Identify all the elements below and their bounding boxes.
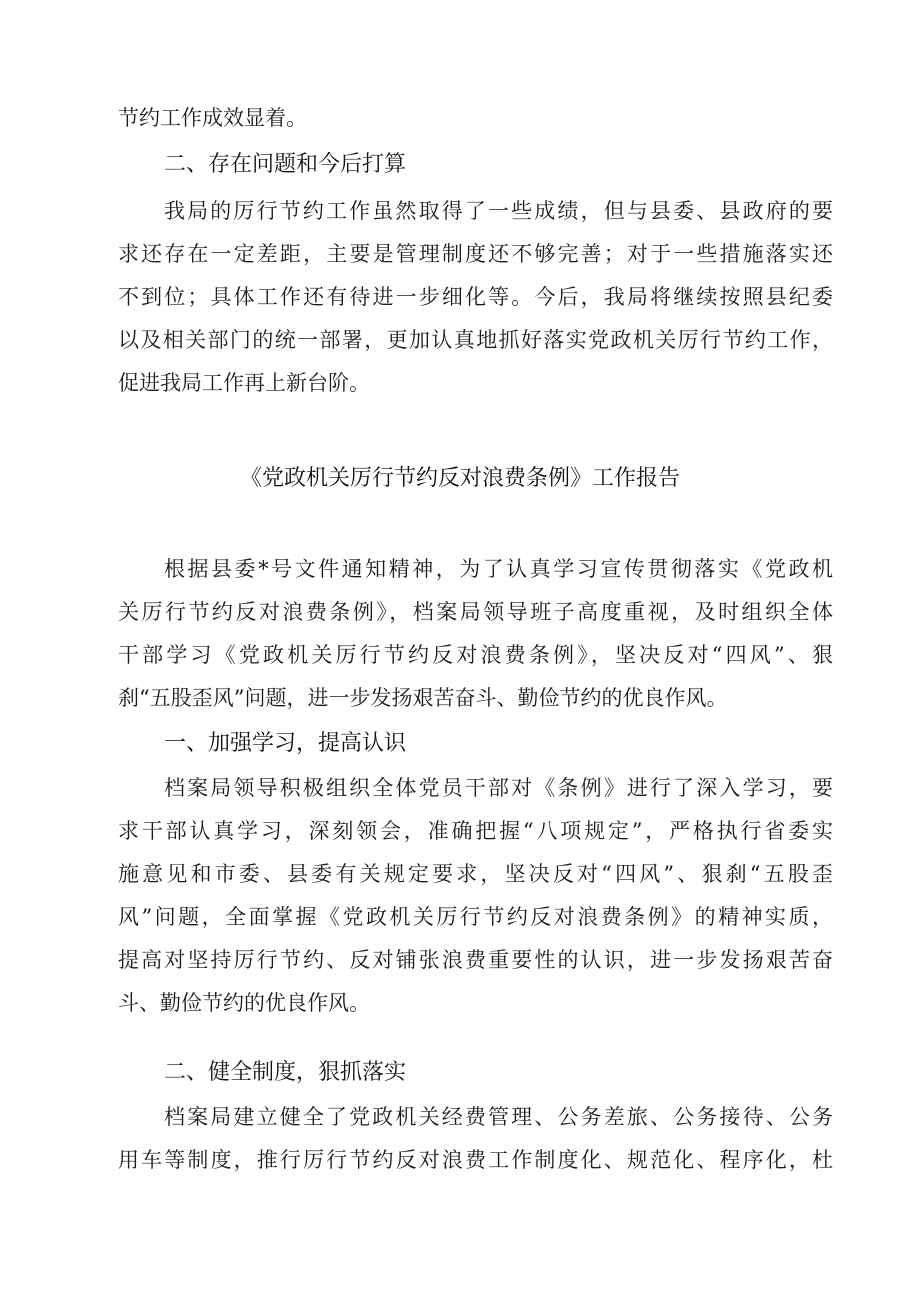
paragraph-line: 斗、勤俭节约的优良作风。 — [118, 991, 370, 1015]
paragraph-line: 档案局领导积极组织全体党员干部对《条例》进行了深入学习，要 — [164, 776, 833, 800]
section-heading-problems: 二、存在问题和今后打算 — [164, 152, 407, 177]
paragraph-line: 根据县委*号文件通知精神，为了认真学习宣传贯彻落实《党政机 — [164, 557, 833, 581]
paragraph-line: 我局的厉行节约工作虽然取得了一些成绩，但与县委、县政府的要 — [164, 199, 833, 223]
paragraph-line: 施意见和市委、县委有关规定要求，坚决反对“四风”、狠刹“五股歪 — [118, 862, 833, 886]
paragraph-line: 求干部认真学习，深刻领会，准确把握“八项规定”，严格执行省委实 — [118, 819, 833, 843]
paragraph-line: 求还存在一定差距，主要是管理制度还不够完善；对于一些措施落实还 — [118, 242, 833, 266]
report-title: 《党政机关厉行节约反对浪费条例》工作报告 — [239, 466, 680, 491]
paragraph-line: 刹“五股歪风”问题，进一步发扬艰苦奋斗、勤俭节约的优良作风。 — [118, 686, 728, 710]
carry-over-line: 节约工作成效显着。 — [118, 106, 307, 130]
paragraph-line: 档案局建立健全了党政机关经费管理、公务差旅、公务接待、公务 — [164, 1105, 833, 1129]
section-heading-system: 二、健全制度，狠抓落实 — [164, 1060, 407, 1085]
paragraph-line: 不到位；具体工作还有待进一步细化等。今后，我局将继续按照县纪委 — [118, 285, 833, 309]
paragraph-line: 促进我局工作再上新台阶。 — [118, 371, 370, 395]
paragraph-line: 用车等制度，推行厉行节约反对浪费工作制度化、规范化、程序化，杜 — [118, 1148, 833, 1172]
paragraph-line: 干部学习《党政机关厉行节约反对浪费条例》，坚决反对“四风”、狠 — [118, 643, 833, 667]
paragraph-line: 以及相关部门的统一部署，更加认真地抓好落实党政机关厉行节约工作， — [118, 328, 833, 352]
section-heading-study: 一、加强学习，提高认识 — [164, 731, 407, 756]
paragraph-line: 风”问题，全面掌握《党政机关厉行节约反对浪费条例》的精神实质， — [118, 905, 833, 929]
paragraph-line: 关厉行节约反对浪费条例》，档案局领导班子高度重视，及时组织全体 — [118, 600, 833, 624]
paragraph-line: 提高对坚持厉行节约、反对铺张浪费重要性的认识，进一步发扬艰苦奋 — [118, 948, 833, 972]
